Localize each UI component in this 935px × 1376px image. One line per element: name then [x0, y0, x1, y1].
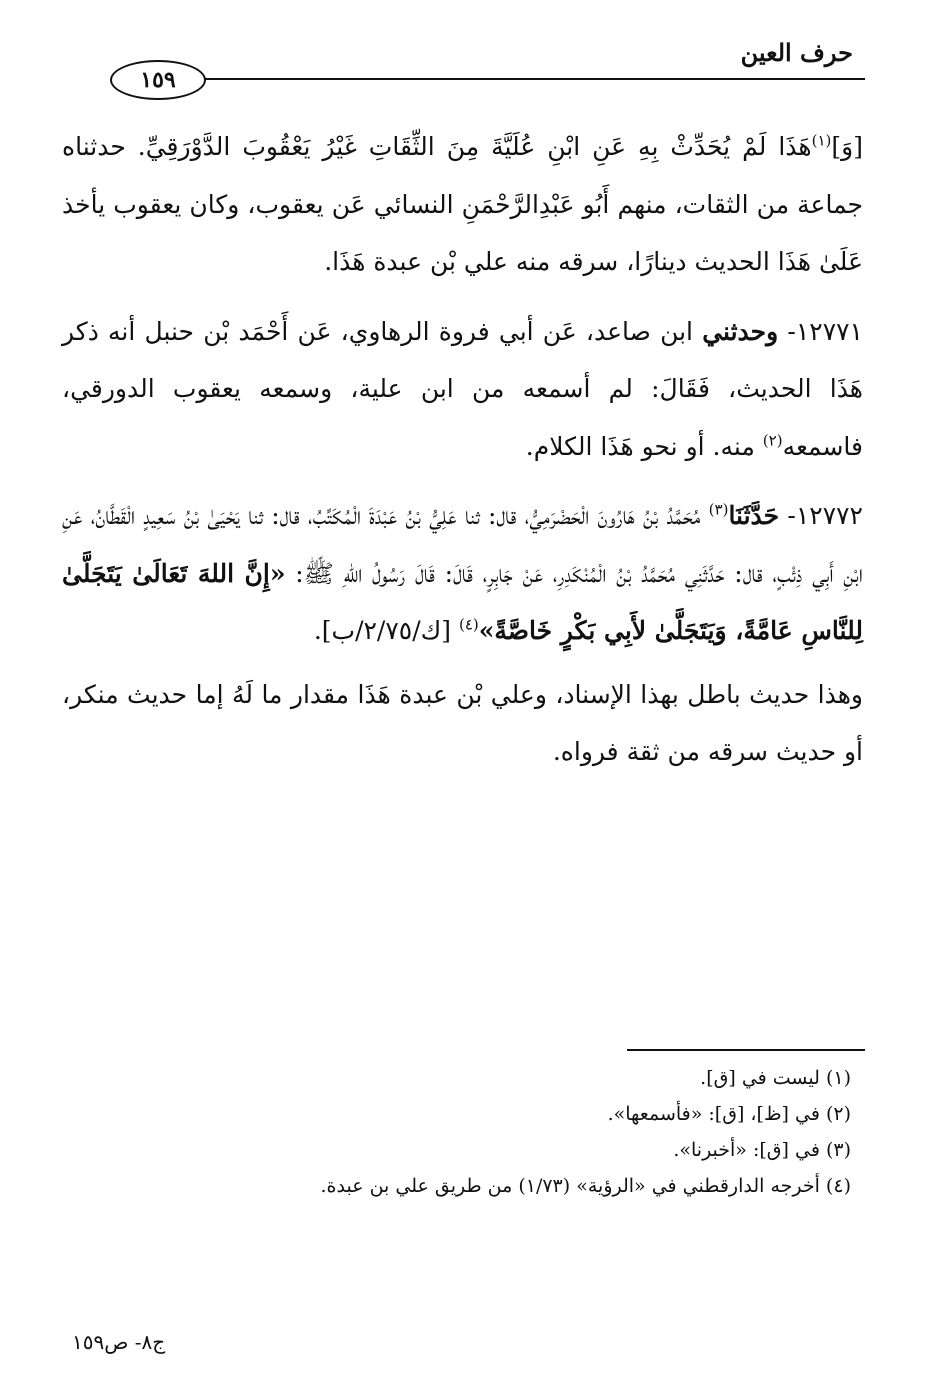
footnote-1: (١) ليست في [ق]. — [700, 1067, 851, 1089]
text-run: ١٢٧٧٢- — [779, 501, 863, 530]
text-run: [وَ] — [831, 132, 863, 161]
footnote-3: (٣) في [ق]: «أخبرنا». — [673, 1139, 851, 1161]
footnote-separator — [627, 1049, 865, 1051]
footnote-4: (٤) أخرجه الدارقطني في «الرؤية» (١/٧٣) من طريق علي بن عبدة. — [320, 1175, 851, 1197]
main-text — [62, 118, 863, 793]
footnote-2: (٢) في [ظ]، [ق]: «فأسمعها». — [607, 1103, 851, 1125]
header-rule — [200, 78, 865, 80]
paragraph-4 — [62, 666, 863, 781]
footnote-ref: (٢) — [762, 431, 783, 450]
footnote-ref: (٣) — [708, 500, 729, 519]
footnote-ref: (٤) — [458, 615, 479, 634]
text-run: ١٢٧٧١- — [778, 316, 863, 346]
text-run: مُحَمَّدُ بْنُ هَارُونَ الْحَضْرَمِيُّ، قال: ثنا عَلِيُّ بْنُ عَبْدَةَ الْمُكَتِّبُ، قال: ثنا يَحْيَىٰ بْنُ سَعِيدٍ الْقَطَّانُ، عَنِ ابْنِ أَبِي ذِئْبٍ، قال: حَدَّثَنِي مُحَمَّدُ بْنُ الْمُنْكَدِرِ، عَنْ جَابِرٍ، قَالَ: قَالَ رَسُولُ اللهِ ﷺ: — [62, 501, 863, 588]
bold-text: حَدَّثَنَا — [728, 501, 780, 530]
page-number-badge: ١٥٩ — [110, 60, 206, 100]
paragraph-3 — [62, 487, 863, 660]
paragraph-2 — [62, 303, 863, 476]
paragraph-1 — [62, 118, 863, 291]
footnote-ref: (١) — [811, 131, 832, 150]
volume-page-code: ج٨- ص١٥٩ — [72, 1330, 166, 1354]
bold-text: «إِنَّ اللهَ تَعَالَىٰ يَتَجَلَّىٰ لِلنَّاسِ عَامَّةً، وَيَتَجَلَّىٰ لأَبِي بَكْرٍ خَاصَّةً» — [62, 558, 863, 645]
text-run: وهذا حديث باطل بهذا الإسناد، وعلي بْن عبدة هَذَا مقدار ما لَهُ إما حديث منكر، أو حديث سرقه من ثقة فرواه. — [62, 679, 863, 766]
text-run: هَذَا لَمْ يُحَدِّثْ بِهِ عَنِ ابْنِ عُلَيَّةَ مِنَ الثِّقَاتِ غَيْرُ يَعْقُوبَ الدَّوْرَقِيِّ. حدثناه جماعة من الثقات، منهم أَبُو عَبْدِالرَّحْمَنِ النسائي عَن يعقوب، وكان يعقوب يأخذ عَلَىٰ هَذَا الحديث دينارًا، سرقه منه علي بْن عبدة هَذَا. — [62, 132, 863, 276]
running-header-title: حرف العين — [740, 38, 853, 67]
text-run: منه. أو نحو هَذَا الكلام. — [525, 431, 763, 461]
bold-text: وحدثني — [702, 316, 779, 346]
text-run: [ك/٢/٧٥/ب]. — [313, 616, 459, 645]
footnotes — [62, 1060, 851, 1204]
text-run: ابن صاعد، عَن أبي فروة الرهاوي، عَن أَحْمَد بْن حنبل أنه ذكر هَذَا الحديث، فَقَالَ: لم أسمعه من ابن علية، وسمعه يعقوب الدورقي، فاسمعه — [62, 316, 863, 461]
